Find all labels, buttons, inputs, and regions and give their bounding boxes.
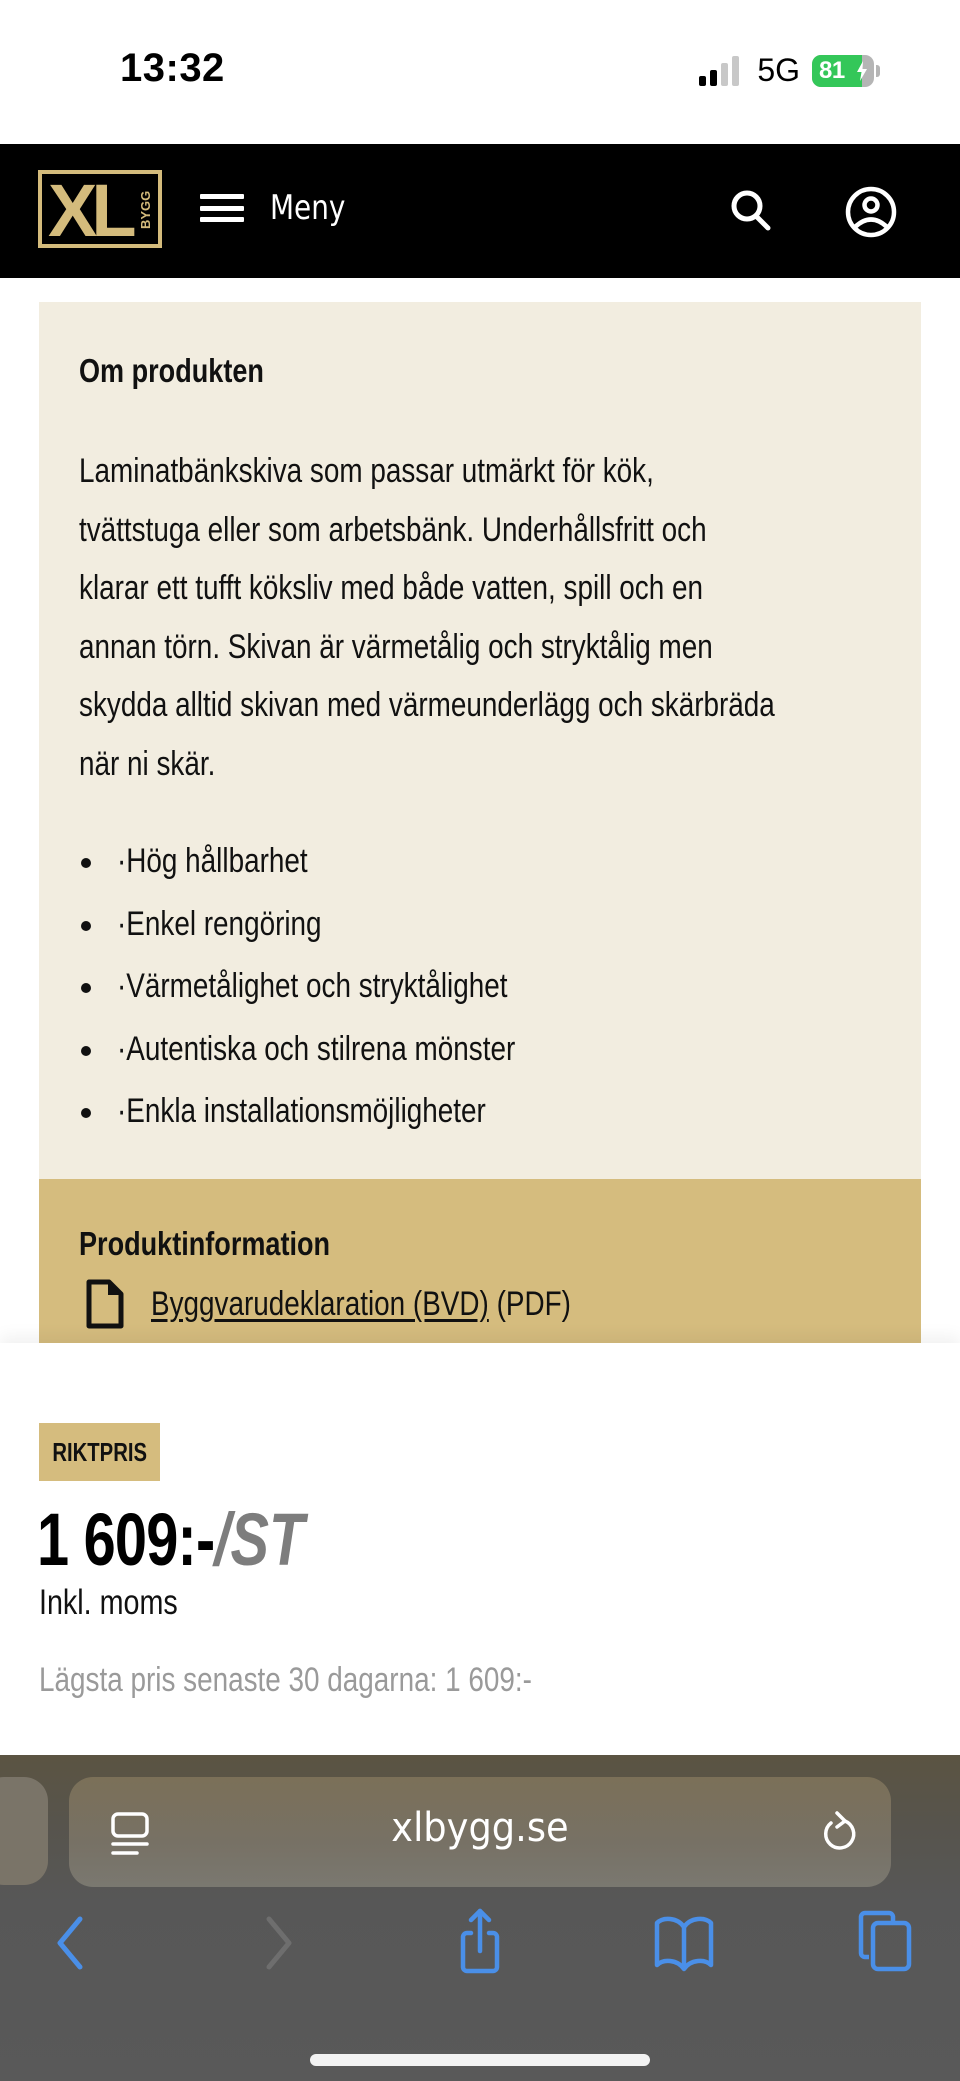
price-amount: 1 609:- [37,1498,215,1581]
battery-tip [876,65,880,77]
about-title: Om produkten [79,352,264,389]
product-description [79,442,866,793]
feature-list [79,830,603,1143]
url-text[interactable]: xlbygg.se [391,1805,569,1851]
share-icon [445,1905,515,1975]
reload-icon[interactable] [817,1807,861,1857]
network-type: 5G [757,52,800,88]
chevron-left-icon [36,1905,106,1975]
chevron-right-icon [243,1905,313,1975]
logo-text: XL [48,169,131,252]
previous-tab-preview[interactable] [0,1777,48,1885]
price-panel [0,1343,960,1755]
status-bar [0,0,960,144]
price-unit: /ST [214,1498,305,1581]
description-line: klarar ett tufft köksliv med både vatten, spill och en [79,569,704,607]
search-button[interactable] [724,184,780,240]
description-line: när ni skär. [79,744,216,783]
charging-bolt-icon [856,61,868,81]
about-product-section [39,302,921,1179]
xl-bygg-logo[interactable] [38,169,162,252]
feature-item: ·Hög hållbarhet [79,830,603,893]
account-button[interactable] [843,184,899,240]
description-line: tvättstuga eller som arbetsbänk. Underhållsfritt och [79,510,707,549]
browser-bottom-bar [0,1755,960,2081]
forward-button[interactable] [243,1905,313,1975]
battery-icon [812,55,874,87]
menu-button[interactable] [200,188,362,228]
feature-item: ·Autentiska och stilrena mönster [79,1018,603,1081]
status-time: 13:32 [120,46,225,90]
search-icon [724,184,780,240]
feature-item: ·Enkla installationsmöjligheter [79,1080,603,1143]
address-bar[interactable] [69,1777,891,1887]
battery-percent: 81 [819,56,845,84]
description-line: Laminatbänkskiva som passar utmärkt för kök, [79,452,654,490]
price [37,1497,304,1582]
logo-subtext: BYGG [138,190,153,230]
file-icon [85,1279,125,1329]
vat-note: Inkl. moms [39,1583,178,1622]
description-line: skydda alltid skivan med värmeunderlägg och skärbräda [79,686,775,724]
menu-icon [200,190,244,226]
menu-label: Meny [270,188,346,228]
bookmarks-button[interactable] [649,1905,719,1975]
account-icon [843,184,899,240]
description-line: annan törn. Skivan är värmetålig och stryktålig men [79,627,713,666]
feature-item: ·Värmetålighet och stryktålighet [79,955,603,1018]
share-button[interactable] [445,1905,515,1975]
feature-item: ·Enkel rengöring [79,893,603,956]
home-indicator[interactable] [310,2054,650,2066]
lowest-price-note: Lägsta pris senaste 30 dagarna: 1 609:- [39,1661,532,1699]
riktpris-badge: RIKTPRIS [39,1423,160,1481]
site-header [0,144,960,278]
book-icon [649,1905,719,1975]
back-button[interactable] [36,1905,106,1975]
product-information-title: Produktinformation [79,1225,331,1262]
document-row [85,1279,663,1329]
browser-toolbar [0,1905,960,1995]
product-information-section [39,1179,921,1343]
signal-icon [699,56,739,86]
tabs-button[interactable] [855,1905,925,1975]
status-indicators [699,52,880,89]
bvd-document-link[interactable]: Byggvarudeklaration (BVD) [151,1284,489,1323]
document-format: (PDF) [496,1284,571,1323]
tabs-icon [855,1905,925,1975]
